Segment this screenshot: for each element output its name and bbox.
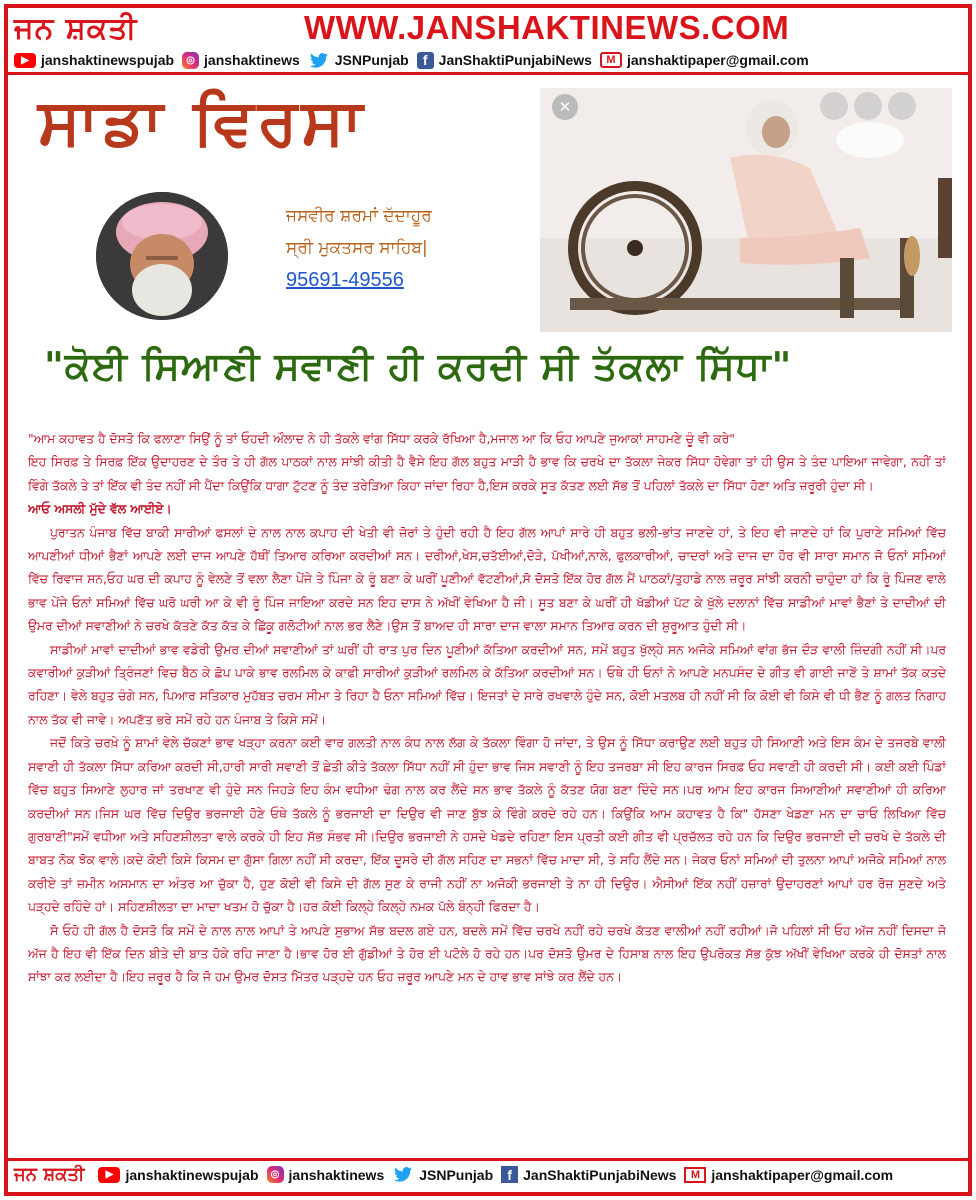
logo-text: ਜਨ ਸ਼ਕਤੀ: [14, 10, 138, 46]
article-paragraph: ਇਹ ਸਿਰਫ਼ ਤੇ ਸਿਰਫ਼ ਇੱਕ ਉਦਾਹਰਣ ਦੇ ਤੌਰ ਤੇ ਹੀ ਗੱਲ ਪਾਠਕਾਂ ਨਾਲ ਸਾਂਝੀ ਕੀਤੀ ਹੈ ਵੈਸੇ ਇਹ ਗੱਲ ਬਹੁਤ ਮਾੜੀ ਹੈ ਭਾਵ ਕਿ ਚਰਖੇ ਦਾ ਤੱਕਲਾ ਜੇਕਰ ਸਿੱਧਾ ਹੋਵੇਗਾ ਤਾਂ ਹੀ ਉਸ ਤੇ ਤੰਦ ਪਾਇਆ ਜਾਵੇਗਾ, ਨਹੀਂ ਤਾਂ ਵਿੰਗੇ ਤੱਕਲੇ ਤੇ ਤਾਂ ਇੱਕ ਵੀ ਤੰਦ ਨਹੀਂ ਸੀ ਪੈਂਦਾ ਕਿਉਂਕਿ ਧਾਗਾ ਟੁੱਟਣ ਨੂੰ ਤੰਦ ਤਰੇੜਿਆ ਕਿਹਾ ਜਾਂਦਾ ਰਿਹਾ ਹੈ,ਇਸ ਕਰਕੇ ਸੂਤ ਕੱਤਣ ਲਈ ਸੱਭ ਤੋਂ ਪਹਿਲਾਂ ਤੱਕਲੇ ਦਾ ਸਿੱਧਾ ਹੋਣਾ ਅਤਿ ਜ਼ਰੂਰੀ ਹੁੰਦਾ ਸੀ।: [28, 455, 946, 493]
twitter-handle: JSNPunjab: [419, 1166, 494, 1183]
twitter-link[interactable]: [392, 1167, 493, 1183]
twitter-link[interactable]: [308, 52, 409, 68]
twitter-handle: JSNPunjab: [334, 52, 409, 68]
youtube-handle: janshaktinewspujab: [41, 52, 175, 68]
facebook-link[interactable]: [501, 1166, 676, 1183]
divider: [8, 72, 968, 75]
instagram-handle: janshaktinews: [204, 52, 300, 68]
photo-controls: [820, 92, 916, 120]
footer-logo[interactable]: ਜਨ ਸ਼ਕਤੀ: [14, 1164, 85, 1185]
site-url[interactable]: WWW.JANSHAKTINEWS.COM: [304, 9, 790, 46]
youtube-icon: ▶: [14, 53, 36, 68]
instagram-handle: janshaktinews: [288, 1166, 385, 1183]
footer-bar: [8, 1158, 968, 1188]
article-paragraph: ਸਾਡੀਆਂ ਮਾਵਾਂ ਦਾਦੀਆਂ ਭਾਵ ਵਡੇਰੀ ਉਮਰ ਦੀਆਂ ਸਵਾਣੀਆਂ ਤਾਂ ਘਰੀਂ ਹੀ ਰਾਤ ਪੁਰ ਦਿਨ ਪੂਣੀਆਂ ਕੱਤਿਆ ਕਰਦੀਆਂ ਸਨ, ਸਮੇਂ ਬਹੁਤ ਖੁੱਲ੍ਹੇ ਸਨ ਅਜੋਕੇ ਸਮਿਆਂ ਵਾਂਗ ਭੱਜ ਦੌੜ ਵਾਲੀ ਜ਼ਿੰਦਗੀ ਨਹੀਂ ਸੀ।ਪਰ ਕਵਾਰੀਆਂ ਕੁੜੀਆਂ ਤ੍ਰਿੰਜਣਾਂ ਵਿਚ ਬੈਠ ਕੇ ਛੋਪ ਪਾਕੇ ਭਾਵ ਰਲਮਿਲ ਕੇ ਕਾਫੀ ਸਾਰੀਆਂ ਕੁੜੀਆਂ ਰਲਮਿਲ ਕੇ ਕੱਤਿਆ ਕਰਦੀਆਂ ਸਨ। ਓਥੇ ਹੀ ਓਨਾਂ ਨੇ ਆਪਣੇ ਮਨਪਸੰਦ ਦੇ ਗੀਤ ਵੀ ਗਾਈ ਜਾਣੇਂ ਤੇ ਸ਼ਾਮਾਂ ਤੱਕ ਕਤਦੇ ਰਹਿਣਾ। ਵੇਲੇ ਬਹੁਤ ਚੰਗੇ ਸਨ, ਪਿਆਰ ਸਤਿਕਾਰ ਮੁਹੱਬਤ ਚਰਮ ਸੀਮਾ ਤੇ ਰਿਹਾ ਹੈ ਓਨਾ ਸਮਿਆਂ ਵਿੱਚ। ਇਜਤਾਂ ਦੇ ਸਾਰੇ ਰਖਵਾਲੇ ਹੁੰਦੇ ਸਨ, ਕੋਈ ਮਤਲਬ ਹੀ ਨਹੀਂ ਸੀ ਕਿ ਕੋਈ ਵੀ ਕਿਸੇ ਵੀ ਧੀ ਭੈਣ ਨੂੰ ਗਲਤ ਨਿਗਾਹ ਨਾਲ ਤੱਕ ਵੀ ਜਾਵੇ। ਅਪਣੱਤ ਭਰੇ ਸਮੇਂ ਰਹੇ ਹਨ ਪੰਜਾਬ ਤੇ ਕਿਸੇ ਸਮੇਂ।: [28, 642, 946, 727]
headline: "ਕੋਈ ਸਿਆਣੀ ਸਵਾਣੀ ਹੀ ਕਰਦੀ ਸੀ ਤੱਕਲਾ ਸਿੱਧਾ": [44, 344, 793, 388]
facebook-link[interactable]: [417, 52, 592, 69]
social-bar: [8, 49, 968, 71]
author-phone[interactable]: 95691-49556: [286, 269, 404, 291]
instagram-icon: ◎: [182, 52, 199, 69]
article-body: [28, 428, 946, 1158]
author-name: ਜਸਵੀਰ ਸ਼ਰਮਾਂ ਦੱਦਾਹੂਰ: [286, 206, 432, 226]
close-icon[interactable]: ✕: [552, 94, 578, 120]
email-address: janshaktipaper@gmail.com: [711, 1166, 894, 1183]
author-info: [286, 200, 432, 296]
youtube-link[interactable]: [14, 52, 174, 68]
email-link[interactable]: [684, 1167, 893, 1183]
author-photo: [96, 192, 228, 320]
save-icon[interactable]: [888, 92, 916, 120]
email-link[interactable]: [600, 52, 809, 68]
brand-logo[interactable]: [8, 8, 298, 48]
gmail-icon: M: [600, 52, 622, 68]
article-paragraph: ਸੋ ਓਹੋ ਹੀ ਗੱਲ ਹੈ ਦੋਸਤੋ ਕਿ ਸਮੇਂ ਦੇ ਨਾਲ ਨਾਲ ਆਪਾਂ ਤੇ ਆਪਣੇ ਸੁਭਾਅ ਸੱਭ ਬਦਲ ਗਏ ਹਨ, ਬਦਲੇ ਸਮੇਂ ਵਿੱਚ ਚਰਖੇ ਨਹੀਂ ਰਹੇ ਚਰਖੇ ਕੱਤਣ ਵਾਲੀਆਂ ਨਹੀਂ ਰਹੀਆਂ।ਜੋ ਪਹਿਲਾਂ ਸੀ ਓਹ ਅੱਜ ਨਹੀਂ ਦਿਸਦਾ ਜੋ ਅੱਜ ਹੈ ਇਹ ਵੀ ਇੱਕ ਦਿਨ ਬੀਤੇ ਦੀ ਬਾਤ ਹੋਕੇ ਰਹਿ ਜਾਣਾ ਹੈ।ਭਾਵ ਹੋਰ ਈ ਗੁੱਡੀਆਂ ਤੇ ਹੋਰ ਈ ਪਟੋਲੇ ਹੋ ਰਹੇ ਹਨ।ਪਰ ਦੋਸਤੋ ਉਮਰ ਦੇ ਹਿਸਾਬ ਨਾਲ ਇਹ ਉਪਰੋਕਤ ਸੱਭ ਕੁੱਝ ਅੱਖੀਂ ਵੇਖਿਆ ਕਰਕੇ ਹੀ ਦੋਸਤਾਂ ਨਾਲ ਸਾਂਝਾ ਕਰ ਲਈਦਾ ਹੈ।ਇਹ ਜ਼ਰੂਰ ਹੈ ਕਿ ਜੋ ਹਮ ਉਮਰ ਦੋਸਤ ਮਿੱਤਰ ਪੜ੍ਹਦੇ ਹਨ ਓਹ ਜ਼ਰੂਰ ਆਪਣੇ ਮਨ ਦੇ ਹਾਵ ਭਾਵ ਸਾਂਝੇ ਕਰ ਲੈਂਦੇ ਹਨ।: [28, 923, 946, 985]
youtube-link[interactable]: [98, 1167, 258, 1183]
article-subhead: ਆਓ ਅਸਲੀ ਮੁੱਦੇ ਵੱਲ ਆਈਏ।: [28, 502, 172, 517]
share-icon[interactable]: [854, 92, 882, 120]
article-paragraph: ਜਦੋਂ ਕਿਤੇ ਚਰਖ਼ੇ ਨੂੰ ਸ਼ਾਮਾਂ ਵੇਲੇ ਚੱਕਣਾਂ ਭਾਵ ਖੜ੍ਹਾ ਕਰਨਾ ਕਈ ਵਾਰ ਗਲਤੀ ਨਾਲ ਕੰਧ ਨਾਲ ਲੱਗ ਕੇ ਤੱਕਲਾ ਵਿੰਗਾ ਹੋ ਜਾਂਦਾ, ਤੇ ਉਸ ਨੂੰ ਸਿੱਧਾ ਕਰਾਉਣ ਲਈ ਬਹੁਤ ਹੀ ਸਿਆਣੀ ਅਤੇ ਇਸ ਕੰਮ ਦੇ ਤਜਰਬੇ ਵਾਲੀ ਸਵਾਣੀ ਹੀ ਤੱਕਲਾ ਸਿੱਧਾ ਕਰਿਆ ਕਰਦੀ ਸੀ,ਹਾਰੀ ਸਾਰੀ ਸਵਾਣੀ ਤੋਂ ਛੇਤੀ ਕੀਤੇ ਤੱਕਲਾ ਸਿੱਧਾ ਨਹੀਂ ਸੀ ਹੁੰਦਾ ਭਾਵ ਜਿਸ ਸਵਾਣੀ ਨੂੰ ਇਹ ਤਜਰਬਾ ਸੀ ਇਹ ਕਾਰਜ ਸਿਰਫ਼ ਓਹ ਸਵਾਣੀ ਹੀ ਕਰਦੀ ਸੀ। ਕਈ ਕਈ ਪਿੰਡਾਂ ਵਿੱਚ ਬਹੁਤ ਸਿਆਣੇ ਲੁਹਾਰ ਜਾਂ ਤਰਖਾਣ ਵੀ ਹੁੰਦੇ ਸਨ ਜਿਹੜੇ ਇਹ ਕੰਮ ਵਧੀਆ ਢੰਗ ਨਾਲ ਕਰ ਲੈਂਦੇ ਸਨ ਭਾਵ ਤੱਕਲੇ ਨੂੰ ਕੱਤਣ ਯੋਗ ਬਣਾ ਦਿੰਦੇ ਸਨ।ਪਰ ਆਮ ਇਹ ਕਾਰਜ ਸਿਆਣੀਆਂ ਸਵਾਣੀਆਂ ਹੀ ਕਰਿਆ ਕਰਦੀਆਂ ਸਨ।ਜਿਸ ਘਰ ਵਿੱਚ ਦਿਉਰ ਭਰਜਾਈ ਹੋਣੇ ਓਥੇ ਤੱਕਲੇ ਨੂੰ ਭਰਜਾਈ ਦਾ ਦਿਉਰ ਵੀ ਜਾਣ ਬੁੱਝ ਕੇ ਵਿੰਗੇ ਕਰਦੇ ਰਹੇ ਹਨ। ਕਿਉਂਕਿ ਆਮ ਕਹਾਵਤ ਹੈ ਕਿ" ਹੱਸਣਾ ਖੇਡਣਾ ਮਨ ਦਾ ਚਾਓ ਲਿਖਿਆ ਵਿੱਚ ਗੁਰਬਾਣੀ"ਸਮੇਂ ਵਧੀਆ ਅਤੇ ਸਹਿਣਸ਼ੀਲਤਾ ਵਾਲੇ ਕਰਕੇ ਹੀ ਇਹ ਸੱਭ ਸੰਭਵ ਸੀ।ਦਿਉਰ ਭਰਜਾਈ ਨੇ ਹਸਦੇ ਖੇਡਦੇ ਰਹਿਣਾ ਇਸ ਪ੍ਰਤੀ ਕਈ ਗੀਤ ਵੀ ਪ੍ਰਚੱਲਤ ਰਹੇ ਹਨ ਕਿ ਦਿਉਰ ਭਰਜਾਈ ਦੀ ਚਰਖੇ ਦੇ ਤੱਕਲੇ ਦੀ ਬਾਬਤ ਨੋਕ ਝੋਕ ਵਾਲੇ।ਕਦੇ ਕੋਈ ਕਿਸੇ ਕਿਸਮ ਦਾ ਗੁੱਸਾ ਗਿਲਾ ਨਹੀਂ ਸੀ ਕਰਦਾ, ਇੱਕ ਦੂਸਰੇ ਦੀ ਗੱਲ ਸਹਿਣ ਦਾ ਸਭਨਾਂ ਵਿੱਚ ਮਾਦਾ ਸੀ, ਤੇ ਸਹਿ ਲੈਂਦੇ ਸਨ। ਜੇਕਰ ਓਨਾਂ ਸਮਿਆਂ ਦੀ ਤੁਲਨਾ ਆਪਾਂ ਅਜੋਕੇ ਸਮਿਆਂ ਨਾਲ ਕਰੀਏ ਤਾਂ ਜ਼ਮੀਨ ਅਸਮਾਨ ਦਾ ਅੰਤਰ ਆ ਚੁੱਕਾ ਹੈ, ਹੁਣ ਕੋਈ ਵੀ ਕਿਸੇ ਦੀ ਗੱਲ ਸੁਣ ਕੇ ਰਾਜੀ ਨਹੀਂ ਨਾ ਅਜੋਕੀ ਭਰਜਾਈ ਤੇ ਨਾ ਹੀ ਦਿਉਰ। ਐਸੀਆਂ ਇੱਕ ਨਹੀਂ ਹਜ਼ਾਰਾਂ ਉਦਾਹਰਣਾਂ ਆਪਾਂ ਹਰ ਰੋਜ਼ ਸੁਣਦੇ ਅਤੇ ਪੜ੍ਹਦੇ ਰਹਿੰਦੇ ਹਾਂ। ਸਹਿਣਸ਼ੀਲਤਾ ਦਾ ਮਾਦਾ ਖਤਮ ਹੋ ਚੁੱਕਾ ਹੈ।ਹਰ ਕੋਈ ਕਿਲ੍ਹੇ ਕਿਲ੍ਹੇ ਨਮਕ ਪੱਲੇ ਬੰਨ੍ਹੀ ਫਿਰਦਾ ਹੈ।: [28, 736, 946, 915]
gmail-icon: M: [684, 1167, 706, 1183]
instagram-link[interactable]: [182, 52, 300, 69]
facebook-icon: f: [501, 1166, 518, 1183]
author-place: ਸ੍ਰੀ ਮੁਕਤਸਰ ਸਾਹਿਬ|: [286, 238, 428, 258]
facebook-icon: f: [417, 52, 434, 69]
youtube-icon: ▶: [98, 1167, 120, 1183]
article-quote: "ਆਮ ਕਹਾਵਤ ਹੈ ਦੋਸਤੋ ਕਿ ਫਲਾਣਾ ਸਿਉਂ ਨੂੰ ਤਾਂ ਓਹਦੀ ਔਲਾਦ ਨੇ ਹੀ ਤੱਕਲੇ ਵਾਂਗ ਸਿੱਧਾ ਕਰਕੇ ਰੱਖਿਆ ਹੈ,ਮਜਾਲ ਆ ਕਿ ਓਹ ਆਪਣੇ ਜੁਆਕਾਂ ਸਾਹਮਣੇ ਚੂੰ ਵੀ ਕਰੇ": [28, 432, 735, 446]
section-title: ਸਾਡਾ ਵਿਰਸਾ: [38, 86, 367, 160]
facebook-handle: JanShaktiPunjabiNews: [523, 1166, 677, 1183]
instagram-icon: ◎: [267, 1166, 284, 1183]
masthead: [8, 8, 968, 48]
twitter-icon: [392, 1167, 414, 1183]
article-paragraph: ਪੁਰਾਤਨ ਪੰਜਾਬ ਵਿੱਚ ਬਾਕੀ ਸਾਰੀਆਂ ਫਸਲਾਂ ਦੇ ਨਾਲ ਨਾਲ ਕਪਾਹ ਦੀ ਖੇਤੀ ਵੀ ਜ਼ੋਰਾਂ ਤੇ ਹੁੰਦੀ ਰਹੀ ਹੈ ਇਹ ਗੱਲ ਆਪਾਂ ਸਾਰੇ ਹੀ ਬਹੁਤ ਭਲੀ-ਭਾਂਤ ਜਾਣਦੇ ਹਾਂ, ਤੇ ਇਹ ਵੀ ਜਾਣਦੇ ਹਾਂ ਕਿ ਪੁਰਾਣੇ ਸਮਿਆਂ ਵਿੱਚ ਆਪਣੀਆਂ ਧੀਆਂ ਭੈਣਾਂ ਆਪਣੇ ਲਈ ਦਾਜ ਆਪਣੇ ਹੱਥੀਂ ਤਿਆਰ ਕਰਿਆ ਕਰਦੀਆਂ ਸਨ। ਦਰੀਆਂ,ਖੇਸ,ਚਤੱਈਆਂ,ਦੋੜੇ, ਪੱਖੀਆਂ,ਨਾਲੇ, ਫੁਲਕਾਰੀਆਂ, ਚਾਦਰਾਂ ਅਤੇ ਦਾਜ ਦਾ ਹੋਰ ਵੀ ਸਾਰਾ ਸਮਾਨ ਜੋ ਓਨਾਂ ਸਮਿਆਂ ਵਿੱਚ ਰਿਵਾਜ ਸਨ,ਓਹ ਘਰ ਦੀ ਕਪਾਹ ਨੂੰ ਵੇਲਣੇ ਤੋਂ ਵਲਾ ਲੈਣਾ ਪੇਂਜੇ ਤੇ ਪਿੰਜਾ ਕੇ ਰੂੰ ਬਣਾ ਕੇ ਘਰੀਂ ਪੂਣੀਆਂ ਵੱਟਣੀਆਂ,ਸੋ ਦੋਸਤੋ ਇੱਕ ਹੋਰ ਗੱਲ ਮੈਂ ਪਾਠਕਾਂ/ਤੁਹਾਡੇ ਨਾਲ ਜ਼ਰੂਰ ਸਾਂਝੀ ਕਰਨੀ ਚਾਹੁੰਦਾ ਹਾਂ ਕਿ ਰੂੰ ਪਿੰਜਣ ਵਾਲੇ ਭਾਵ ਪੇਂਜੇ ਓਨਾਂ ਸਮਿਆਂ ਵਿੱਚ ਘਰੋ ਘਰੀ ਆ ਕੇ ਵੀ ਰੂੰ ਪਿੰਜ ਜਾਇਆ ਕਰਦੇ ਸਨ ਇਹ ਦਾਸ ਨੇ ਅੱਖੀਂ ਵੇਖਿਆ ਹੈ ਜੀ। ਸੂਤ ਬਣਾ ਕੇ ਘਰੀਂ ਹੀ ਖੱਡੀਆਂ ਪੱਟ ਕੇ ਖੁੱਲੇ ਦਲਾਨਾਂ ਵਿੱਚ ਸਾਡੀਆਂ ਮਾਵਾਂ ਭੈਣਾਂ ਤੇ ਦਾਦੀਆਂ ਦੀ ਉਮਰ ਦੀਆਂ ਸਵਾਣੀਆਂ ਨੇ ਚਰਖੇ ਕੱਤਣੇ ਕੱਤ ਕੱਤ ਕੇ ਛਿੱਕੂ ਗਲੋਟੀਆਂ ਨਾਲ ਭਰ ਲੈਣੇ।ਉਸ ਤੋਂ ਬਾਅਦ ਹੀ ਸਾਰਾ ਦਾਜ ਵਾਲਾ ਸਮਾਨ ਤਿਆਰ ਕਰਨ ਦੀ ਸ਼ੁਰੂਆਤ ਹੁੰਦੀ ਸੀ।: [28, 525, 946, 634]
instagram-link[interactable]: [267, 1166, 385, 1183]
twitter-icon: [308, 52, 330, 68]
facebook-handle: JanShaktiPunjabiNews: [438, 52, 592, 68]
youtube-handle: janshaktinewspujab: [125, 1166, 259, 1183]
search-icon[interactable]: [820, 92, 848, 120]
spinning-wheel-photo: [540, 88, 952, 332]
email-address: janshaktipaper@gmail.com: [626, 52, 809, 68]
